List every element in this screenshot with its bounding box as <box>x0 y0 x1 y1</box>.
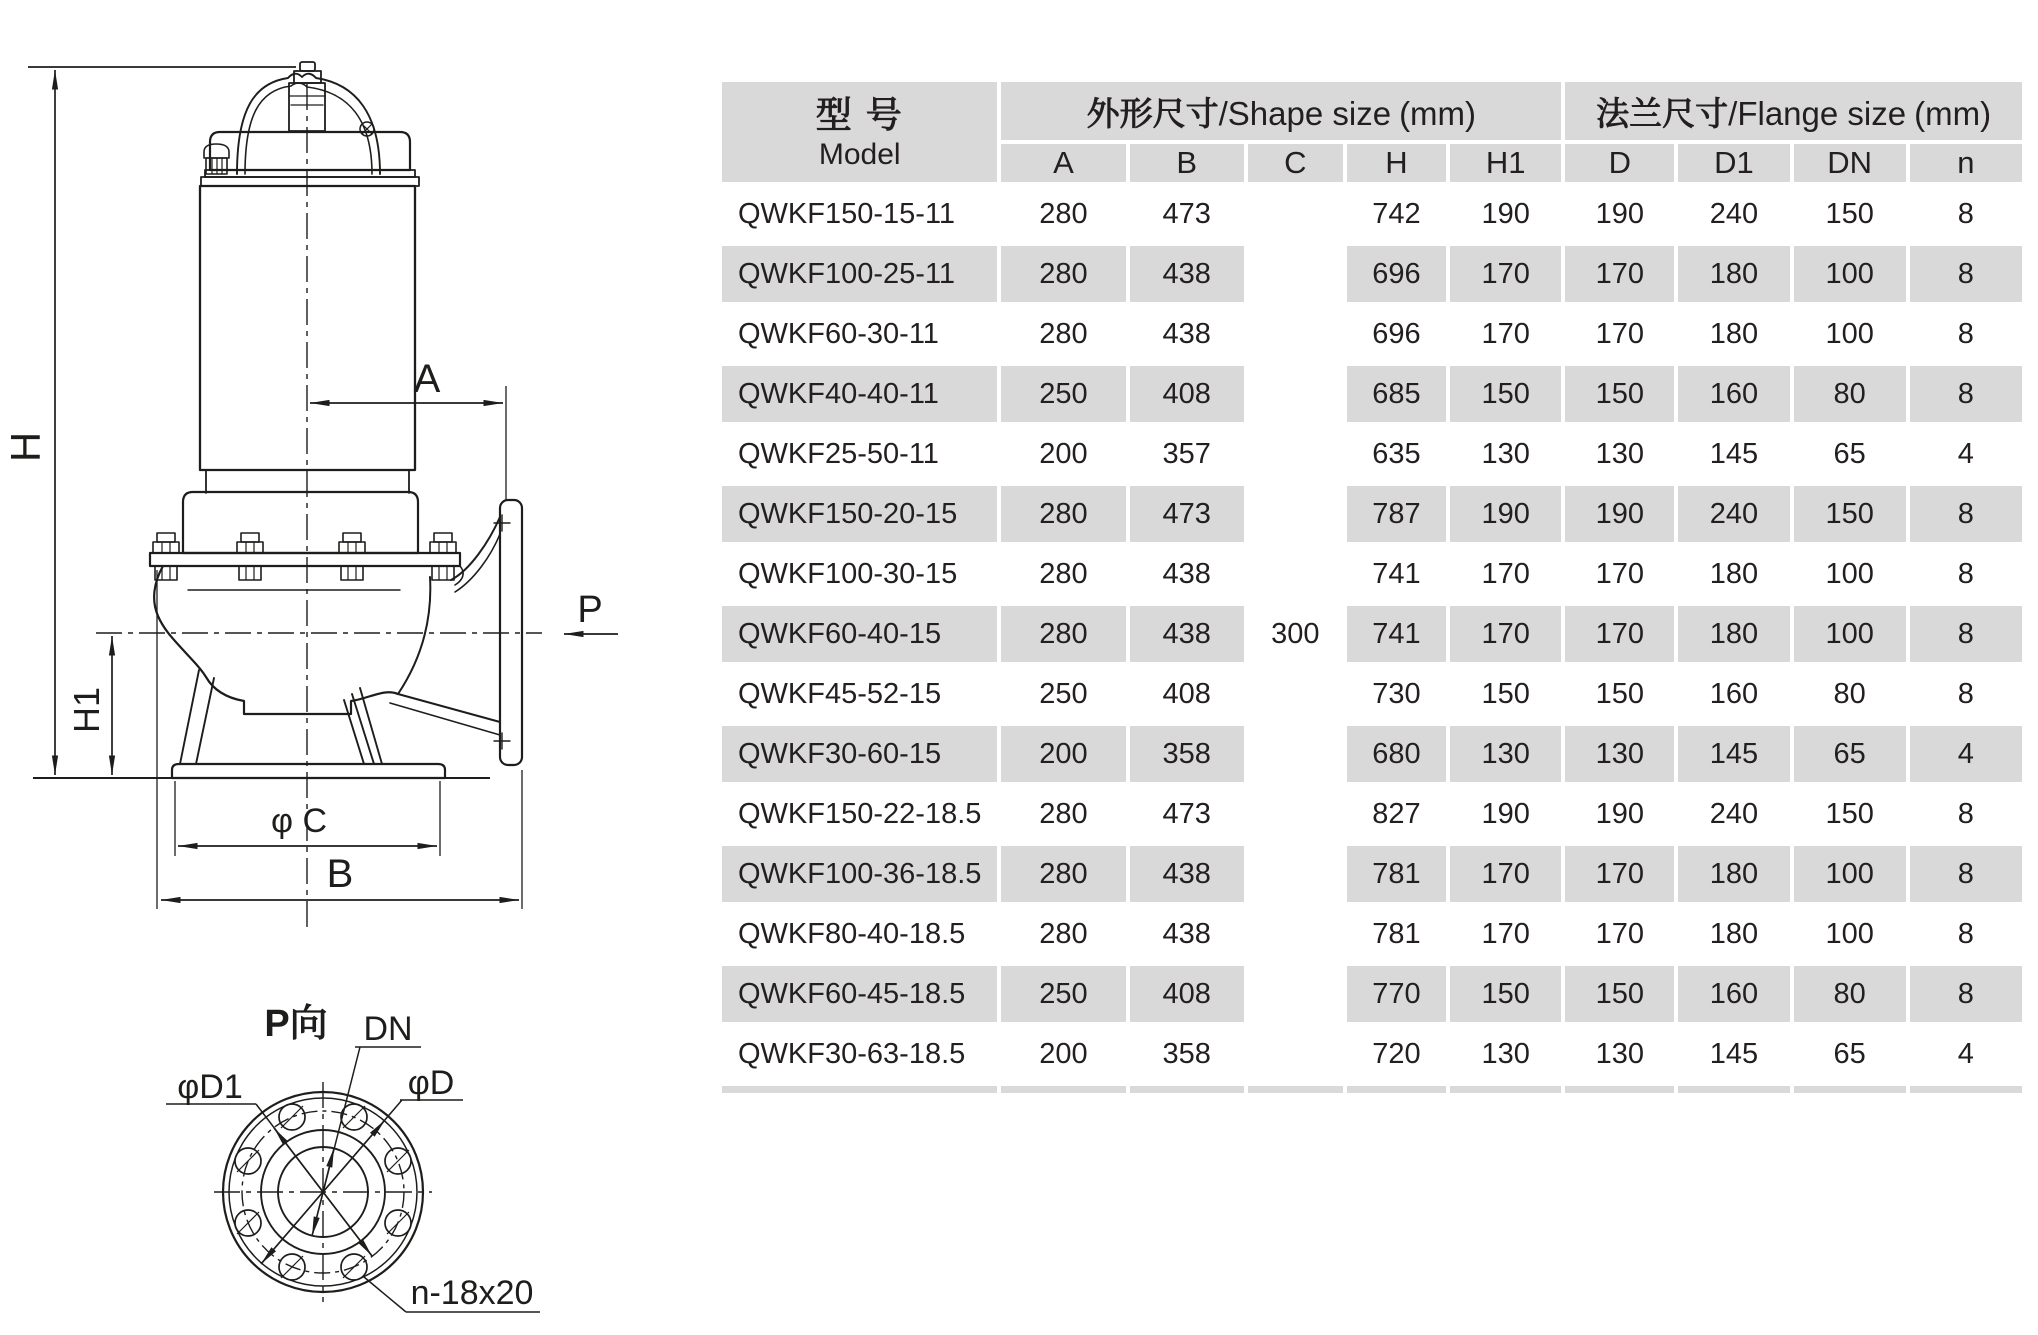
cell-n: 8 <box>1910 366 2022 422</box>
cell-c-shared: 300 <box>1248 186 1343 1082</box>
cell-h1: 190 <box>1450 486 1561 542</box>
clipped-cell <box>1678 1086 1789 1093</box>
cone-lower-outer <box>398 694 500 722</box>
cell-a: 280 <box>1001 306 1125 362</box>
oil-chamber <box>183 492 418 553</box>
cell-a: 280 <box>1001 186 1125 242</box>
cell-model: QWKF60-45-18.5 <box>722 966 997 1022</box>
cell-d: 190 <box>1565 186 1674 242</box>
cell-h: 685 <box>1347 366 1446 422</box>
cell-dn: 150 <box>1794 786 1906 842</box>
cell-dn: 100 <box>1794 246 1906 302</box>
mounting-plate <box>150 553 460 566</box>
cell-a: 250 <box>1001 666 1125 722</box>
bolt-spec-label: n-18x20 <box>410 1274 534 1312</box>
cell-h: 730 <box>1347 666 1446 722</box>
pump-side-view <box>150 62 522 778</box>
cell-dn: 65 <box>1794 426 1906 482</box>
table-row <box>722 306 2022 362</box>
table-row <box>722 966 2022 1022</box>
cell-h1: 150 <box>1450 966 1561 1022</box>
cell-model: QWKF25-50-11 <box>722 426 997 482</box>
pump-technical-drawing <box>0 0 720 1335</box>
col-header-n: n <box>1910 144 2022 182</box>
cell-b: 357 <box>1130 426 1244 482</box>
cell-h1: 170 <box>1450 546 1561 602</box>
dimension-labels <box>2 357 603 896</box>
cell-a: 200 <box>1001 426 1125 482</box>
dim-C-label: φ C <box>270 802 328 840</box>
table-row <box>722 606 2022 662</box>
d1-label: φD1 <box>177 1068 243 1106</box>
cell-dn: 100 <box>1794 306 1906 362</box>
cell-n: 8 <box>1910 546 2022 602</box>
p-direction-label: P <box>577 589 603 631</box>
cell-h1: 130 <box>1450 1026 1561 1082</box>
table-row <box>722 546 2022 602</box>
cell-d1: 180 <box>1678 906 1789 962</box>
cell-h: 781 <box>1347 906 1446 962</box>
cell-model: QWKF30-60-15 <box>722 726 997 782</box>
cell-b: 438 <box>1130 546 1244 602</box>
cell-dn: 65 <box>1794 726 1906 782</box>
clipped-cell <box>1248 1086 1343 1093</box>
cell-h1: 190 <box>1450 186 1561 242</box>
dim-B-label: B <box>326 852 354 896</box>
dimension-lines <box>28 67 618 909</box>
cell-h1: 130 <box>1450 426 1561 482</box>
flange-size-group-header <box>1565 82 2022 140</box>
cell-n: 8 <box>1910 786 2022 842</box>
cell-d: 170 <box>1565 606 1674 662</box>
cell-dn: 100 <box>1794 846 1906 902</box>
cone-upper-inner <box>455 534 500 592</box>
col-header-DN: DN <box>1794 144 1906 182</box>
cell-a: 280 <box>1001 546 1125 602</box>
dimension-table <box>718 78 2026 1097</box>
flange-group-zh: 法兰尺寸 <box>1596 94 1729 132</box>
cell-dn: 80 <box>1794 666 1906 722</box>
cell-dn: 80 <box>1794 966 1906 1022</box>
cell-b: 358 <box>1130 1026 1244 1082</box>
cell-d: 150 <box>1565 366 1674 422</box>
cell-b: 438 <box>1130 306 1244 362</box>
cell-h1: 150 <box>1450 366 1561 422</box>
table-row <box>722 246 2022 302</box>
cell-a: 250 <box>1001 966 1125 1022</box>
cell-n: 8 <box>1910 486 2022 542</box>
cell-d: 150 <box>1565 966 1674 1022</box>
table-row <box>722 906 2022 962</box>
cell-b: 438 <box>1130 606 1244 662</box>
cell-n: 8 <box>1910 966 2022 1022</box>
cell-d: 170 <box>1565 846 1674 902</box>
shape-group-zh: 外形尺寸 <box>1086 94 1219 132</box>
cell-h1: 170 <box>1450 246 1561 302</box>
centerlines <box>96 84 542 1302</box>
cell-h: 741 <box>1347 606 1446 662</box>
cell-d: 130 <box>1565 426 1674 482</box>
cell-b: 473 <box>1130 786 1244 842</box>
cell-a: 200 <box>1001 726 1125 782</box>
cell-d: 190 <box>1565 486 1674 542</box>
cell-n: 8 <box>1910 246 2022 302</box>
cell-d: 130 <box>1565 726 1674 782</box>
cell-d1: 180 <box>1678 246 1789 302</box>
cell-model: QWKF100-30-15 <box>722 546 997 602</box>
plate-bolts <box>153 533 456 580</box>
pump-drawing-svg <box>0 0 720 1335</box>
cell-n: 4 <box>1910 1026 2022 1082</box>
dim-H-label: H <box>2 431 49 463</box>
cell-n: 8 <box>1910 186 2022 242</box>
clipped-cell <box>722 1086 997 1093</box>
cell-h: 781 <box>1347 846 1446 902</box>
cell-h1: 130 <box>1450 726 1561 782</box>
flange-group-unit: (mm) <box>1914 94 1992 132</box>
table-row <box>722 786 2022 842</box>
clipped-cell <box>1910 1086 2022 1093</box>
cell-b: 473 <box>1130 186 1244 242</box>
cell-d: 130 <box>1565 1026 1674 1082</box>
cell-dn: 150 <box>1794 186 1906 242</box>
cell-model: QWKF150-22-18.5 <box>722 786 997 842</box>
cell-d: 170 <box>1565 906 1674 962</box>
col-header-C: C <box>1248 144 1343 182</box>
bolt-4 <box>430 533 456 580</box>
cell-d1: 240 <box>1678 786 1789 842</box>
volute-right-wall <box>398 577 430 694</box>
table-row <box>722 426 2022 482</box>
cell-d1: 180 <box>1678 306 1789 362</box>
cell-b: 408 <box>1130 366 1244 422</box>
clipped-cell <box>1794 1086 1906 1093</box>
cell-h1: 170 <box>1450 906 1561 962</box>
base-ring <box>172 764 445 778</box>
flange-tick-marks <box>494 515 510 749</box>
cell-dn: 150 <box>1794 486 1906 542</box>
cell-h1: 170 <box>1450 306 1561 362</box>
table-row <box>722 726 2022 782</box>
model-header-en: Model <box>818 137 901 171</box>
cell-dn: 100 <box>1794 546 1906 602</box>
cell-d: 170 <box>1565 306 1674 362</box>
cell-n: 8 <box>1910 606 2022 662</box>
cell-model: QWKF150-15-11 <box>722 186 997 242</box>
cell-h: 680 <box>1347 726 1446 782</box>
table-row-clipped <box>722 1086 2022 1093</box>
col-header-H1: H1 <box>1450 144 1561 182</box>
handle-inner <box>245 83 372 174</box>
cell-b: 408 <box>1130 966 1244 1022</box>
cell-model: QWKF60-40-15 <box>722 606 997 662</box>
cell-dn: 65 <box>1794 1026 1906 1082</box>
cell-dn: 80 <box>1794 366 1906 422</box>
cell-d1: 145 <box>1678 1026 1789 1082</box>
cell-h: 827 <box>1347 786 1446 842</box>
cell-b: 438 <box>1130 906 1244 962</box>
cell-h: 770 <box>1347 966 1446 1022</box>
cell-a: 200 <box>1001 1026 1125 1082</box>
cell-d1: 145 <box>1678 426 1789 482</box>
flange-group-en: /Flange size <box>1728 94 1907 132</box>
shape-group-unit: (mm) <box>1399 94 1477 132</box>
cell-h: 720 <box>1347 1026 1446 1082</box>
shape-size-group-header <box>1001 82 1561 140</box>
dim-A-label: A <box>413 357 441 401</box>
col-header-D: D <box>1565 144 1674 182</box>
cell-h: 696 <box>1347 246 1446 302</box>
cell-a: 280 <box>1001 606 1125 662</box>
bolt-2 <box>237 533 263 580</box>
clipped-cell <box>1130 1086 1244 1093</box>
col-header-D1: D1 <box>1678 144 1789 182</box>
clipped-cell <box>1347 1086 1446 1093</box>
cell-d1: 160 <box>1678 966 1789 1022</box>
clipped-cell <box>1001 1086 1125 1093</box>
col-header-H: H <box>1347 144 1446 182</box>
p-view-title: P向 <box>264 1003 328 1045</box>
table-row <box>722 186 2022 242</box>
cell-a: 280 <box>1001 906 1125 962</box>
cell-h: 742 <box>1347 186 1446 242</box>
cell-h1: 170 <box>1450 606 1561 662</box>
cell-d: 170 <box>1565 246 1674 302</box>
cell-h: 696 <box>1347 306 1446 362</box>
cell-model: QWKF30-63-18.5 <box>722 1026 997 1082</box>
cell-b: 438 <box>1130 846 1244 902</box>
dn-label: DN <box>363 1010 413 1048</box>
cell-n: 8 <box>1910 666 2022 722</box>
model-column-header <box>722 82 997 182</box>
cell-d: 170 <box>1565 546 1674 602</box>
cell-model: QWKF40-40-11 <box>722 366 997 422</box>
cell-dn: 100 <box>1794 606 1906 662</box>
table-row <box>722 846 2022 902</box>
cell-a: 280 <box>1001 786 1125 842</box>
cell-b: 358 <box>1130 726 1244 782</box>
bolt-3 <box>339 533 365 580</box>
cell-model: QWKF80-40-18.5 <box>722 906 997 962</box>
cell-n: 8 <box>1910 906 2022 962</box>
cell-model: QWKF45-52-15 <box>722 666 997 722</box>
cap-ring-2 <box>201 177 419 186</box>
cell-d: 150 <box>1565 666 1674 722</box>
cell-d1: 240 <box>1678 186 1789 242</box>
table-row <box>722 1026 2022 1082</box>
cell-h: 741 <box>1347 546 1446 602</box>
col-header-A: A <box>1001 144 1125 182</box>
cell-dn: 100 <box>1794 906 1906 962</box>
cell-d1: 160 <box>1678 666 1789 722</box>
cell-b: 408 <box>1130 666 1244 722</box>
table-group-header-row <box>722 82 2022 140</box>
cell-n: 4 <box>1910 426 2022 482</box>
cell-d1: 180 <box>1678 546 1789 602</box>
model-header-zh: 型 号 <box>815 93 904 135</box>
shape-group-en: /Shape size <box>1218 94 1392 132</box>
cell-d1: 240 <box>1678 486 1789 542</box>
cell-d: 190 <box>1565 786 1674 842</box>
cell-a: 250 <box>1001 366 1125 422</box>
table-row <box>722 666 2022 722</box>
cell-a: 280 <box>1001 486 1125 542</box>
cell-model: QWKF100-36-18.5 <box>722 846 997 902</box>
clipped-cell <box>1565 1086 1674 1093</box>
cell-b: 473 <box>1130 486 1244 542</box>
handle-outer <box>237 74 380 174</box>
cell-d1: 180 <box>1678 606 1789 662</box>
col-header-B: B <box>1130 144 1244 182</box>
cell-h: 635 <box>1347 426 1446 482</box>
cell-h1: 170 <box>1450 846 1561 902</box>
cell-d1: 160 <box>1678 366 1789 422</box>
cell-n: 8 <box>1910 846 2022 902</box>
d-label: φD <box>407 1064 455 1102</box>
cell-n: 8 <box>1910 306 2022 362</box>
cell-model: QWKF150-20-15 <box>722 486 997 542</box>
clipped-cell <box>1450 1086 1561 1093</box>
table-row <box>722 486 2022 542</box>
cell-a: 280 <box>1001 846 1125 902</box>
cell-h: 787 <box>1347 486 1446 542</box>
cell-model: QWKF100-25-11 <box>722 246 997 302</box>
cell-d1: 145 <box>1678 726 1789 782</box>
cell-a: 280 <box>1001 246 1125 302</box>
cell-d1: 180 <box>1678 846 1789 902</box>
cell-h1: 150 <box>1450 666 1561 722</box>
cell-model: QWKF60-30-11 <box>722 306 997 362</box>
cell-h1: 190 <box>1450 786 1561 842</box>
cell-n: 4 <box>1910 726 2022 782</box>
table-row <box>722 366 2022 422</box>
cell-b: 438 <box>1130 246 1244 302</box>
dim-H1-label: H1 <box>66 686 107 734</box>
